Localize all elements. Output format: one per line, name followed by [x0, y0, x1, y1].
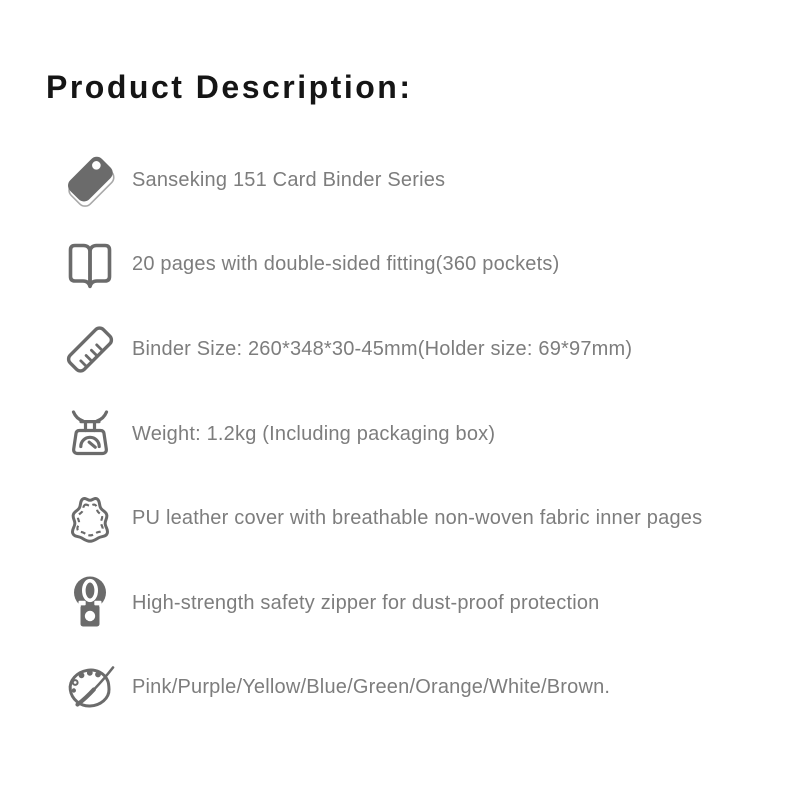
feature-text: Weight: 1.2kg (Including packaging box)	[132, 422, 496, 445]
feature-text: Sanseking 151 Card Binder Series	[132, 168, 446, 191]
feature-list	[62, 138, 702, 730]
page-title: Product Description:	[46, 69, 413, 105]
feature-row-pages	[62, 223, 702, 308]
feature-text: High-strength safety zipper for dust-proof protection	[132, 591, 600, 614]
feature-row-zipper	[62, 561, 702, 646]
feature-text: PU leather cover with breathable non-woven fabric inner pages	[132, 507, 703, 530]
scale-icon	[62, 406, 118, 462]
book-icon	[62, 237, 118, 293]
ruler-icon	[62, 321, 118, 377]
feature-row-material	[62, 476, 702, 561]
feature-text: Binder Size: 260*348*30-45mm(Holder size: 69*97mm)	[132, 337, 633, 360]
feature-text: 20 pages with double-sided fitting(360 pockets)	[132, 253, 560, 276]
feature-row-weight	[62, 392, 702, 477]
tag-icon	[62, 152, 118, 208]
zipper-icon	[62, 575, 118, 631]
feature-row-colors	[62, 646, 702, 731]
feature-text: Pink/Purple/Yellow/Blue/Green/Orange/White/Brown.	[132, 676, 611, 699]
feature-row-size	[62, 307, 702, 392]
leather-icon	[62, 491, 118, 547]
palette-icon	[62, 660, 118, 716]
feature-row-series	[62, 138, 702, 223]
